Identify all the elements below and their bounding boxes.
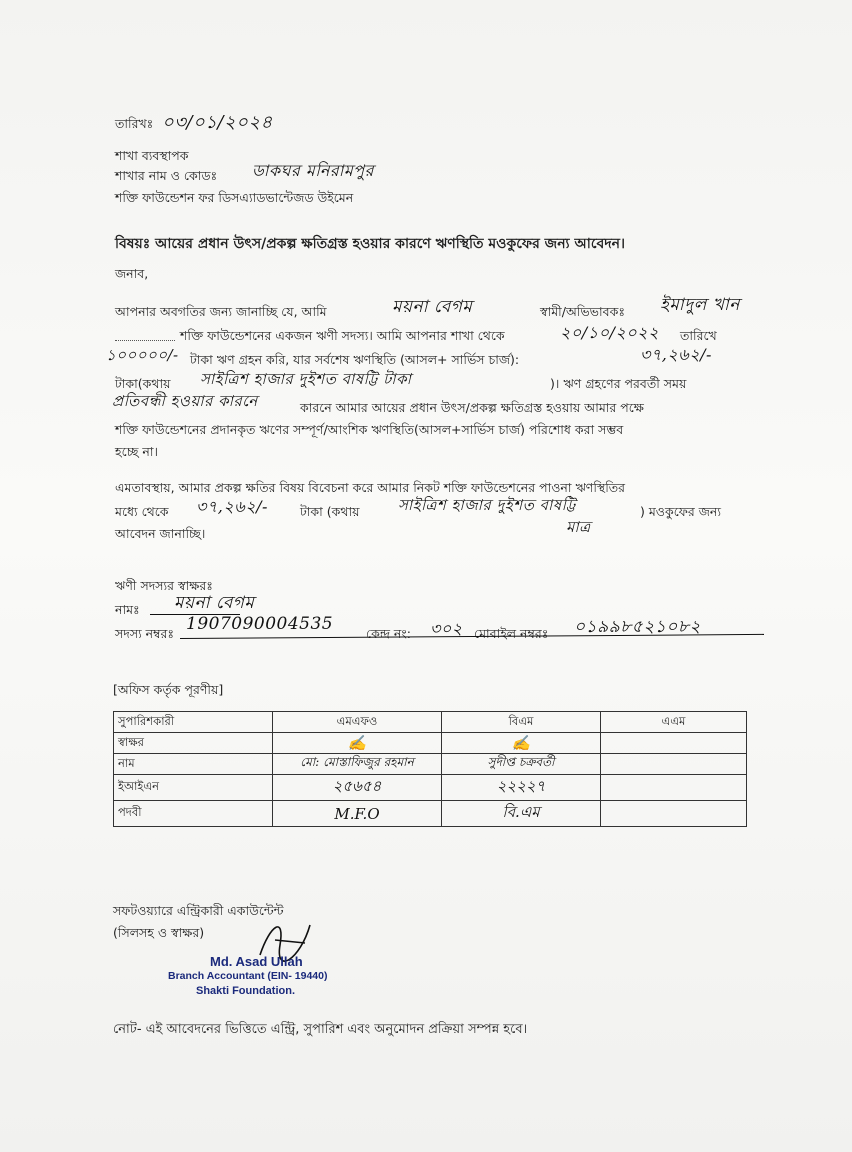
branch-value: ডাকঘর মনিরামপুর <box>252 161 374 180</box>
stamp-name: Md. Asad Ullah <box>210 954 303 969</box>
para1-text-e: কারনে আমার আয়ের প্রধান উৎস/প্রকল্প ক্ষতিগ্রস্ত হওয়ায় আমার পক্ষে <box>300 400 644 415</box>
para2-text-e: আবেদন জানাচ্ছি। <box>115 526 206 541</box>
organization-name: শক্তি ফাউন্ডেশন ফর ডিসএ্যাডভান্টেজড উইমেন <box>115 190 354 205</box>
accountant-seal-label: (সিলসহ ও স্বাক্ষর) <box>113 925 205 940</box>
office-table <box>113 711 747 827</box>
row-label-signature: স্বাক্ষর <box>114 733 273 754</box>
para2-text-a: এমতাবস্থায়, আমার প্রকল্প ক্ষতির বিষয় বিবেচনা করে আমার নিকট শক্তি ফাউন্ডেশনের পাওনা ঋণস্থিতির <box>115 480 626 495</box>
mfo-ein: ২৫৬৫৪ <box>273 775 442 801</box>
table-row <box>114 733 747 754</box>
manager-title: শাখা ব্যবস্থাপক <box>115 148 189 163</box>
waive-amount-handwritten: ৩৭,২৬২/- <box>196 497 268 516</box>
bm-signature: ✍ <box>442 733 601 754</box>
center-number-value: ৩০২ <box>430 619 463 638</box>
loan-date-handwritten: ২০/১০/২০২২ <box>560 323 659 342</box>
bm-ein: ২২২২৭ <box>442 775 601 801</box>
table-row <box>114 801 747 827</box>
mfo-signature: ✍ <box>273 733 442 754</box>
dotted-blank <box>115 340 175 341</box>
footer-note: নোট- এই আবেদনের ভিত্তিতে এন্ট্রি, সুপারিশ এবং অনুমোদন প্রক্রিয়া সম্পন্ন হবে। <box>113 1022 528 1037</box>
member-name-label: নামঃ <box>115 602 140 617</box>
loan-amount-handwritten: ১০০০০০/- <box>106 346 179 364</box>
para1-text-g: হচ্ছে না। <box>115 444 158 459</box>
member-number-label: সদস্য নম্বরঃ <box>115 626 175 641</box>
para1-text-c: টাকা ঋণ গ্রহন করি, যার সর্বশেষ ঋণস্থিতি (আসল+ সার্ভিস চার্জ): <box>190 352 520 367</box>
am-name <box>601 754 747 775</box>
member-name-signature: ময়না বেগম <box>174 593 255 613</box>
row-label-ein: ইআইএন <box>114 775 273 801</box>
para1-text-f: শক্তি ফাউন্ডেশনের প্রদানকৃত ঋণের সম্পূর্ণ/আংশিক ঋণস্থিতি(আসল+সার্ভিস চার্জ) পরিশোধ করা সম্ভব <box>115 422 624 437</box>
date-suffix: তারিখে <box>680 328 717 343</box>
balance-words-handwritten: সাইত্রিশ হাজার দুইশত বাষট্টি টাকা <box>200 370 412 388</box>
waive-words-handwritten: সাইত্রিশ হাজার দুইশত বাষট্টি <box>398 496 576 514</box>
subject-line: বিষয়ঃ আয়ের প্রধান উৎস/প্রকল্প ক্ষতিগ্রস্ত হওয়ার কারণে ঋণস্থিতি মওকুফের জন্য আবেদন। <box>115 236 625 252</box>
stamp-organization: Shakti Foundation. <box>196 985 295 997</box>
balance-handwritten: ৩৭,২৬২/- <box>640 345 712 364</box>
header-bm: বিএম <box>442 712 601 733</box>
header-recommender: সুপারিশকারী <box>114 712 273 733</box>
guardian-label: স্বামী/অভিভাবকঃ <box>540 304 625 319</box>
table-row <box>114 754 747 775</box>
salutation: জনাব, <box>115 266 149 281</box>
header-mfo: এমএফও <box>273 712 442 733</box>
branch-label: শাখার নাম ও কোডঃ <box>115 168 218 183</box>
bm-designation: বি.এম <box>442 801 601 827</box>
table-row <box>114 775 747 801</box>
member-number-value: 1907090004535 <box>186 614 334 634</box>
waive-words2-handwritten: মাত্র <box>566 518 591 536</box>
para2-text-b: মধ্যে থেকে <box>115 504 169 519</box>
am-signature <box>601 733 747 754</box>
para1-text-b: শক্তি ফাউন্ডেশনের একজন ঋণী সদস্য। আমি আপনার শাখা থেকে <box>180 328 505 343</box>
in-words-label: টাকা(কথায় <box>115 376 171 391</box>
mobile-label: মোবাইল নম্বরঃ <box>474 626 549 641</box>
para2-text-c: টাকা (কথায় <box>300 504 360 519</box>
para2-text-d: ) মওকুফের জন্য <box>640 504 722 519</box>
mobile-value: ০১৯৯৮৫২১০৮২ <box>574 617 701 637</box>
header-am: এএম <box>601 712 747 733</box>
reason-handwritten: প্রতিবন্ধী হওয়ার কারনে <box>112 392 258 410</box>
stamp-role: Branch Accountant (EIN- 19440) <box>168 970 328 982</box>
member-name-handwritten: ময়না বেগম <box>392 297 473 317</box>
am-designation <box>601 801 747 827</box>
guardian-handwritten: ইমাদুল খান <box>660 295 740 315</box>
table-header-row <box>114 712 747 733</box>
center-label: কেন্দ্র নং: <box>366 626 411 641</box>
date-value: ০৩/০১/২০২৪ <box>162 112 273 133</box>
office-section-title: [অফিস কর্তৃক পূরণীয়] <box>113 682 224 697</box>
am-ein <box>601 775 747 801</box>
date-label: তারিখঃ <box>115 116 154 131</box>
mfo-designation: M.F.O <box>273 801 442 827</box>
mfo-name: মো: মোস্তাফিজুর রহমান <box>273 754 442 775</box>
para1-text-a: আপনার অবগতির জন্য জানাচ্ছি যে, আমি <box>115 304 327 319</box>
row-label-name: নাম <box>114 754 273 775</box>
accountant-label: সফটওয়্যারে এন্ট্রিকারী একাউন্টেন্ট <box>113 903 284 918</box>
member-signature-title: ঋণী সদস্যর স্বাক্ষরঃ <box>115 578 213 593</box>
row-label-designation: পদবী <box>114 801 273 827</box>
bm-name: সুদীপ্ত চক্রবর্তী <box>442 754 601 775</box>
para1-text-d: )। ঋণ গ্রহণের পরবর্তী সময় <box>550 376 687 391</box>
